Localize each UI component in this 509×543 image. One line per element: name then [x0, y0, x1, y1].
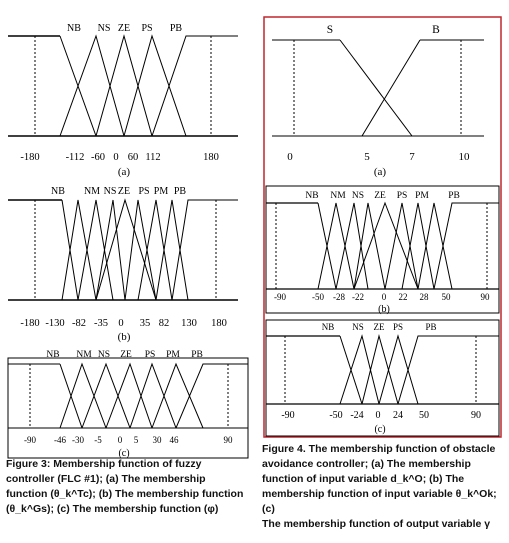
tick-label: 46 — [169, 435, 179, 445]
tick-label: -112 — [65, 152, 85, 163]
set-label: PB — [425, 322, 437, 332]
tick-label: 7 — [409, 151, 415, 163]
set-label: NS — [97, 23, 111, 34]
tick-label: -90 — [24, 435, 36, 445]
membership-curve-b — [362, 40, 420, 136]
caption-line: Figure 3: Membership function of fuzzy — [6, 458, 202, 470]
tick-label: 82 — [158, 318, 170, 329]
caption-line: (θ_k^Gs); (c) The membership function (φ) — [6, 503, 219, 515]
set-label: PM — [166, 350, 180, 360]
tick-label: 180 — [203, 152, 219, 163]
set-label: PM — [153, 186, 169, 197]
tick-label: -5 — [94, 435, 102, 445]
tick-label: 0 — [287, 151, 293, 163]
tick-label: 0 — [375, 410, 381, 421]
tick-label: 0 — [381, 292, 387, 302]
membership-curve-ns — [82, 364, 130, 428]
membership-curve-pm — [152, 364, 203, 428]
membership-curve-triangle — [336, 203, 368, 289]
tick-label: 10 — [458, 151, 470, 163]
tick-label: 0 — [118, 318, 124, 329]
membership-curve-pb — [152, 36, 238, 136]
figure3-caption — [6, 457, 251, 517]
panel-sublabel: (c) — [374, 424, 386, 435]
caption-line: controller (FLC #1); (a) The membership — [6, 473, 206, 485]
membership-curve-ns — [60, 36, 124, 136]
caption-line: The membership function of output variable γ — [262, 518, 491, 530]
set-label: PS — [392, 322, 404, 332]
caption-line: function of input variable d_k^O; (b) The — [262, 473, 465, 485]
membership-curve-triangle — [138, 200, 172, 300]
tick-label: 50 — [419, 410, 429, 421]
membership-curve-ps — [124, 36, 186, 136]
membership-curve-ze — [106, 364, 152, 428]
membership-curve-pb — [398, 336, 499, 404]
set-label: NM — [76, 350, 92, 360]
membership-curve-pb — [172, 200, 238, 300]
set-label: NS — [103, 186, 117, 197]
tick-label: 30 — [152, 435, 162, 445]
set-label: PS — [141, 23, 153, 34]
caption-line: Figure 4. The membership function of obstacle — [262, 443, 496, 455]
set-label: ZE — [117, 186, 131, 197]
tick-label: -180 — [20, 318, 40, 329]
set-label: PS — [138, 186, 150, 197]
tick-label: -24 — [350, 410, 364, 421]
tick-label: 0 — [117, 435, 123, 445]
tick-label: 35 — [139, 318, 151, 329]
membership-curve-ze — [362, 336, 398, 404]
membership-curve-triangle — [78, 200, 113, 300]
panel-sublabel: (c) — [118, 448, 130, 459]
tick-label: 0 — [113, 152, 119, 163]
figure4-caption — [262, 442, 507, 532]
tick-label: 28 — [419, 292, 429, 302]
set-label: ZE — [373, 322, 385, 332]
set-label: PB — [448, 191, 460, 201]
set-label: NM — [83, 186, 101, 197]
tick-label: 90 — [223, 435, 233, 445]
set-label: ZE — [117, 23, 131, 34]
tick-label: -90 — [281, 410, 295, 421]
tick-label: 50 — [441, 292, 451, 302]
panel-sublabel: (a) — [373, 166, 387, 178]
set-label: S — [326, 24, 334, 36]
set-label: NS — [97, 350, 111, 360]
panel-frame — [266, 320, 499, 436]
set-label: ZE — [374, 191, 386, 201]
set-label: PS — [396, 191, 408, 201]
tick-label: 112 — [145, 152, 161, 163]
caption-line: function (θ_k^Tc); (b) The membership function — [6, 488, 244, 500]
tick-label: 22 — [398, 292, 408, 302]
tick-label: -30 — [72, 435, 84, 445]
set-label: PB — [169, 23, 183, 34]
set-label: NB — [67, 23, 81, 34]
membership-curve-nm — [60, 364, 106, 428]
tick-label: 90 — [480, 292, 490, 302]
tick-label: -90 — [274, 292, 286, 302]
set-label: PB — [191, 350, 203, 360]
membership-curve-s — [340, 40, 412, 136]
tick-label: -46 — [54, 435, 66, 445]
tick-label: -60 — [91, 152, 105, 163]
tick-label: -22 — [352, 292, 364, 302]
membership-curve-ze — [354, 203, 418, 289]
membership-curve-ps — [379, 336, 418, 404]
set-label: NB — [51, 186, 65, 197]
tick-label: 5 — [133, 435, 139, 445]
set-label: ZE — [120, 350, 132, 360]
set-label: PS — [144, 350, 156, 360]
membership-curve-ps — [130, 364, 176, 428]
set-label: PB — [173, 186, 187, 197]
membership-curve-triangle — [418, 203, 452, 289]
set-label: NS — [352, 322, 364, 332]
membership-curve-triangle — [156, 200, 188, 300]
set-label: NS — [351, 191, 365, 201]
set-label: NB — [321, 322, 335, 332]
membership-curve-triangle — [62, 200, 96, 300]
panel-sublabel: (a) — [117, 166, 131, 178]
tick-label: -50 — [312, 292, 324, 302]
tick-label: 60 — [127, 152, 139, 163]
tick-label: 180 — [211, 318, 227, 329]
set-label: PM — [415, 191, 429, 201]
panel-sublabel: (b) — [117, 331, 131, 343]
membership-curve-pb — [176, 364, 248, 428]
tick-label: -180 — [20, 152, 40, 163]
set-label: NB — [305, 191, 319, 201]
tick-label: 130 — [181, 318, 197, 329]
tick-label: 90 — [471, 410, 481, 421]
set-label: NM — [330, 191, 346, 201]
caption-line: avoidance controller; (a) The membership — [262, 458, 471, 470]
membership-curve-ze — [96, 36, 152, 136]
set-label: NB — [46, 350, 60, 360]
membership-curve-triangle — [402, 203, 434, 289]
caption-line: membership function of input variable θ_k^Ok; (c) — [262, 488, 497, 515]
tick-label: -82 — [72, 318, 86, 329]
tick-label: -35 — [94, 318, 108, 329]
tick-label: -130 — [45, 318, 65, 329]
membership-curve-triangle — [318, 203, 354, 289]
membership-curve-pb — [434, 203, 499, 289]
tick-label: 5 — [364, 151, 370, 163]
membership-curve-ns — [340, 336, 379, 404]
tick-label: -28 — [333, 292, 345, 302]
tick-label: 24 — [393, 410, 403, 421]
panel-frame — [8, 358, 248, 458]
set-label: B — [432, 24, 440, 36]
panel-sublabel: (b) — [378, 304, 390, 315]
figure4-red-frame — [264, 17, 501, 437]
tick-label: -50 — [329, 410, 343, 421]
